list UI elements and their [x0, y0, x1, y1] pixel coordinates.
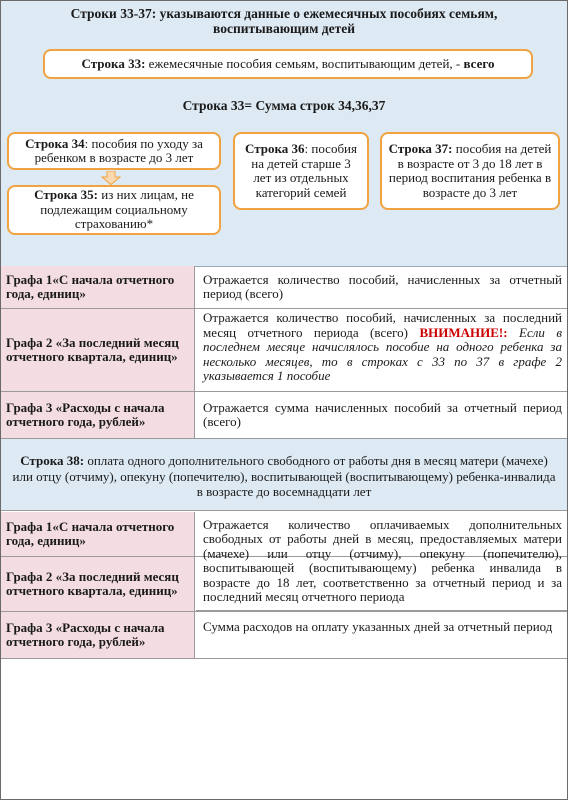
line-38-text: оплата одного дополнительного свободного от работы дня в месяц матери (мачехе) или отцу (отчиму), опекуну (попечителю), воспитывающей (воспитывающему) ребенка-инвалида в возрасте до восемнадцати лет — [12, 453, 556, 499]
graph3-text-2: Сумма расходов на оплату указанных дней за отчетный период — [203, 619, 553, 634]
graph1-2-description — [196, 512, 567, 611]
line-35-text: из них лицам, не подлежащим социальному страхованию* — [40, 187, 194, 232]
graph2-description — [196, 309, 567, 391]
line-34-text: : пособия по уходу за ребенком в возрасте до 3 лет — [34, 135, 203, 165]
panel-title-line2: воспитывающим детей — [213, 21, 355, 36]
line-36-box — [233, 132, 369, 210]
table1-row-graph1 — [1, 266, 567, 309]
graph1-2-text: Отражается количество оплачиваемых дополнительных свободных от работы дней в месяц, предоставляемых матери (мачехе) или отцу (отчиму), опекуну (попечителю), воспитывающей (воспитывающему) ребенка инвалида в возрасте до 18 лет, соответственно за отчетный период и за последний месяц отчетного периода — [203, 516, 562, 604]
line-33-box — [43, 49, 533, 79]
line-37-text: пособия на детей в возрасте от 3 до 18 лет в период воспитания ребенка в возрасте до 3 лет — [388, 141, 552, 200]
graph1-description — [196, 266, 567, 308]
table-bottom-border — [1, 658, 567, 659]
line-35-heading: Строка 35: — [34, 187, 98, 203]
graph1-label-2: Графа 1«С начала отчетного года, единиц» — [1, 512, 195, 556]
line-37-box — [380, 132, 560, 210]
attention-label: ВНИМАНИЕ!: — [419, 324, 508, 340]
line-33-text: ежемесячные пособия семьям, воспитывающим детей, - — [145, 55, 464, 71]
graph3-text: Отражается сумма начисленных пособий за отчетный период (всего) — [203, 399, 562, 429]
graph1-text: Отражается количество пособий, начисленных за отчетный период (всего) — [203, 271, 562, 301]
panel-title-line1: Строки 33-37: указываются данные о ежемесячных пособиях семьям, — [70, 6, 498, 21]
line-34-heading: Строка 34 — [25, 135, 85, 151]
line-37-heading: Строка 37: — [388, 141, 453, 156]
line-38-panel — [1, 438, 567, 511]
graph3-description — [196, 392, 567, 438]
table1-row-graph2 — [1, 309, 567, 392]
graph3-description-2 — [196, 612, 567, 658]
table1-row-graph3 — [1, 392, 567, 438]
graph2-text: Отражается количество пособий, начисленных за последний месяц отчетного периода (всего) — [203, 310, 562, 340]
line-36-heading: Строка 36 — [244, 141, 305, 156]
graph3-label-2: Графа 3 «Расходы с начала отчетного года, рублей» — [1, 612, 195, 658]
graph2-label-2: Графа 2 «За последний месяц отчетного квартала, единиц» — [1, 557, 195, 611]
graph3-label: Графа 3 «Расходы с начала отчетного года, рублей» — [1, 392, 195, 438]
graph2-label: Графа 2 «За последний месяц отчетного квартала, единиц» — [1, 309, 195, 391]
graph1-label: Графа 1«С начала отчетного года, единиц» — [1, 266, 195, 308]
line-35-box — [7, 185, 221, 235]
line-34-box — [7, 132, 221, 170]
line-38-heading: Строка 38: — [20, 453, 85, 468]
panel-title — [21, 6, 547, 36]
lines-33-37-panel — [1, 1, 567, 267]
attention-note: Если в последнем месяце начислялось пособие на одного ребенка за несколько месяцев, то в строках с 33 по 37 в графе 2 указывается 1 пособие — [203, 324, 562, 383]
line-33-total: всего — [463, 55, 495, 71]
sum-formula: Строка 33= Сумма строк 34,36,37 — [182, 98, 386, 113]
line-36-text: : пособия на детей старше 3 лет из отдельных категорий семей — [251, 141, 357, 200]
line-33-heading: Строка 33: — [81, 55, 146, 71]
down-arrow-icon — [101, 171, 121, 185]
